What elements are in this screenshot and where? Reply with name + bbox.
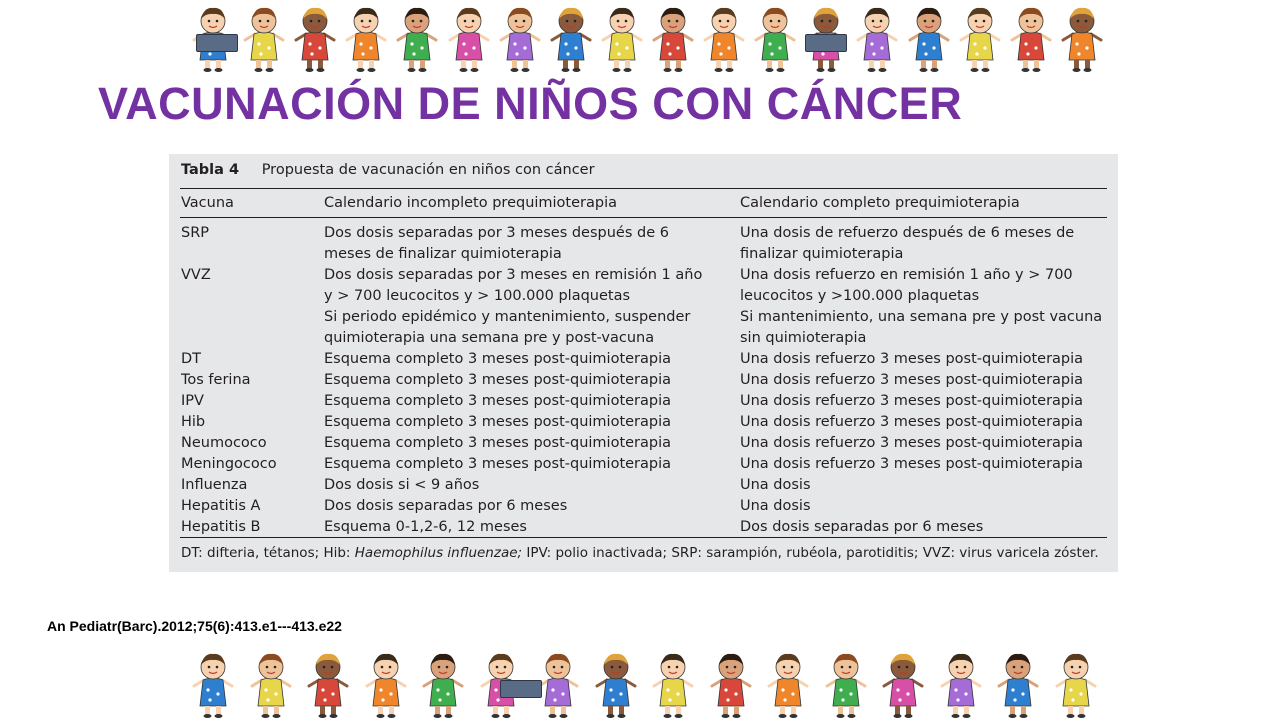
cell-incomplete-line: Esquema completo 3 meses post-quimioterapia — [324, 435, 672, 451]
cell-vaccine: DT — [181, 351, 202, 367]
child-figure-icon — [880, 650, 926, 718]
cell-incomplete — [324, 517, 724, 538]
table-row — [169, 370, 1118, 391]
table-row — [169, 412, 1118, 433]
cell-incomplete — [324, 412, 724, 433]
cell-incomplete-line: Dos dosis si < 9 años — [324, 477, 480, 493]
cell-incomplete — [324, 475, 724, 496]
sign-board-icon — [805, 34, 847, 52]
sign-board-icon — [196, 34, 238, 52]
cell-incomplete-line: Si periodo epidémico y mantenimiento, suspender — [324, 309, 691, 325]
cell-vaccine: IPV — [181, 393, 204, 409]
cell-incomplete — [324, 349, 724, 370]
cell-vaccine: Meningococo — [181, 456, 277, 472]
child-figure-icon — [938, 650, 984, 718]
cell-complete — [740, 391, 1110, 412]
child-figure-icon — [752, 4, 798, 72]
cell-complete-line: Una dosis refuerzo 3 meses post-quimioterapia — [740, 435, 1084, 451]
cell-vaccine: Hepatitis A — [181, 498, 261, 514]
cell-complete — [740, 454, 1110, 475]
slide-title: VACUNACIÓN DE NIÑOS CON CÁNCER — [98, 78, 963, 129]
child-figure-icon — [248, 650, 294, 718]
cell-complete — [740, 433, 1110, 454]
child-figure-icon — [823, 650, 869, 718]
table-row — [169, 391, 1118, 412]
bottom-children-banner — [190, 650, 1110, 722]
cell-complete-line: Una dosis refuerzo 3 meses post-quimioterapia — [740, 372, 1084, 388]
cell-complete-line: Una dosis refuerzo 3 meses post-quimioterapia — [740, 414, 1084, 430]
cell-incomplete-line: Esquema completo 3 meses post-quimioterapia — [324, 456, 672, 472]
cell-vaccine: SRP — [181, 225, 210, 241]
child-figure-icon — [1059, 4, 1105, 72]
cell-complete-line: leucocitos y >100.000 plaquetas — [740, 288, 980, 304]
cell-incomplete — [324, 223, 724, 265]
cell-complete-line: finalizar quimioterapia — [740, 246, 904, 262]
child-figure-icon — [957, 4, 1003, 72]
child-figure-icon — [650, 650, 696, 718]
cell-incomplete — [324, 454, 724, 475]
child-figure-icon — [708, 650, 754, 718]
cell-complete — [740, 496, 1110, 517]
cell-incomplete — [324, 370, 724, 391]
table-rule-bottom — [180, 537, 1107, 538]
child-figure-icon — [1053, 650, 1099, 718]
cell-complete — [740, 517, 1110, 538]
cell-vaccine: Hib — [181, 414, 206, 430]
table-footnote — [181, 545, 1099, 561]
child-figure-icon — [593, 650, 639, 718]
cell-incomplete — [324, 391, 724, 412]
cell-complete — [740, 223, 1110, 265]
cell-incomplete-line: Dos dosis separadas por 3 meses en remisión 1 año — [324, 267, 703, 283]
cell-incomplete-line: quimioterapia una semana pre y post-vacuna — [324, 330, 655, 346]
table-row — [169, 223, 1118, 265]
cell-incomplete-line: Esquema completo 3 meses post-quimioterapia — [324, 351, 672, 367]
cell-complete-line: Dos dosis separadas por 6 meses — [740, 519, 984, 535]
child-figure-icon — [363, 650, 409, 718]
child-figure-icon — [190, 650, 236, 718]
child-figure-icon — [854, 4, 900, 72]
cell-incomplete — [324, 433, 724, 454]
cell-complete — [740, 412, 1110, 433]
cell-complete-line: sin quimioterapia — [740, 330, 867, 346]
cell-incomplete-line: Esquema 0-1,2-6, 12 meses — [324, 519, 527, 535]
child-figure-icon — [650, 4, 696, 72]
child-figure-icon — [446, 4, 492, 72]
cell-complete-line: Una dosis refuerzo en remisión 1 año y > 700 — [740, 267, 1073, 283]
table-row — [169, 475, 1118, 496]
table-row — [169, 307, 1118, 349]
table-row — [169, 454, 1118, 475]
child-figure-icon — [701, 4, 747, 72]
child-figure-icon — [765, 650, 811, 718]
table-number: Tabla 4 — [181, 162, 240, 178]
child-figure-icon — [995, 650, 1041, 718]
table-row — [169, 517, 1118, 538]
header-incomplete: Calendario incompleto prequimioterapia — [324, 195, 618, 211]
table-caption — [181, 162, 595, 178]
cell-complete — [740, 370, 1110, 391]
table-rule-top — [180, 188, 1107, 189]
child-figure-icon — [394, 4, 440, 72]
child-figure-icon — [292, 4, 338, 72]
table-row — [169, 496, 1118, 517]
cell-incomplete — [324, 265, 724, 307]
cell-complete-line: Si mantenimiento, una semana pre y post vacuna — [740, 309, 1103, 325]
cell-complete-line: Una dosis — [740, 498, 811, 514]
cell-complete-line: Una dosis refuerzo 3 meses post-quimioterapia — [740, 393, 1084, 409]
cell-incomplete — [324, 307, 724, 349]
cell-incomplete-line: Esquema completo 3 meses post-quimioterapia — [324, 393, 672, 409]
footnote-text-2: IPV: polio inactivada; SRP: sarampión, rubéola, parotiditis; VVZ: virus varicela zóster. — [522, 545, 1099, 561]
table-rule-header — [180, 217, 1107, 218]
footnote-italic: Haemophilus influenzae; — [354, 545, 523, 561]
cell-vaccine: Neumococo — [181, 435, 267, 451]
sign-board-icon — [500, 680, 542, 698]
child-figure-icon — [420, 650, 466, 718]
cell-complete-line: Una dosis refuerzo 3 meses post-quimioterapia — [740, 456, 1084, 472]
child-figure-icon — [305, 650, 351, 718]
cell-complete-line: Una dosis de refuerzo después de 6 meses de — [740, 225, 1075, 241]
child-figure-icon — [906, 4, 952, 72]
table-caption-text: Propuesta de vacunación en niños con cáncer — [261, 162, 595, 178]
cell-incomplete-line: Esquema completo 3 meses post-quimioterapia — [324, 414, 672, 430]
table-row — [169, 265, 1118, 307]
cell-vaccine: Tos ferina — [181, 372, 251, 388]
cell-vaccine: Influenza — [181, 477, 248, 493]
top-children-banner — [190, 4, 1110, 76]
table-row — [169, 349, 1118, 370]
child-figure-icon — [548, 4, 594, 72]
cell-incomplete-line: Esquema completo 3 meses post-quimioterapia — [324, 372, 672, 388]
cell-incomplete-line: meses de finalizar quimioterapia — [324, 246, 562, 262]
child-figure-icon — [497, 4, 543, 72]
footnote-text-1: DT: difteria, tétanos; Hib: — [181, 545, 355, 561]
cell-complete — [740, 475, 1110, 496]
cell-incomplete — [324, 496, 724, 517]
table-row — [169, 433, 1118, 454]
cell-incomplete-line: Dos dosis separadas por 6 meses — [324, 498, 568, 514]
header-vacuna: Vacuna — [181, 195, 234, 211]
cell-incomplete-line: y > 700 leucocitos y > 100.000 plaquetas — [324, 288, 631, 304]
child-figure-icon — [343, 4, 389, 72]
vaccination-table — [169, 154, 1118, 572]
header-complete: Calendario completo prequimioterapia — [740, 195, 1020, 211]
cell-complete-line: Una dosis — [740, 477, 811, 493]
child-figure-icon — [241, 4, 287, 72]
cell-complete — [740, 265, 1110, 307]
cell-complete — [740, 349, 1110, 370]
cell-complete-line: Una dosis refuerzo 3 meses post-quimioterapia — [740, 351, 1084, 367]
child-figure-icon — [599, 4, 645, 72]
cell-complete — [740, 307, 1110, 349]
cell-vaccine: Hepatitis B — [181, 519, 261, 535]
child-figure-icon — [1008, 4, 1054, 72]
citation: An Pediatr(Barc).2012;75(6):413.e1---413.e22 — [47, 618, 342, 634]
cell-incomplete-line: Dos dosis separadas por 3 meses después de 6 — [324, 225, 669, 241]
cell-vaccine: VVZ — [181, 267, 211, 283]
